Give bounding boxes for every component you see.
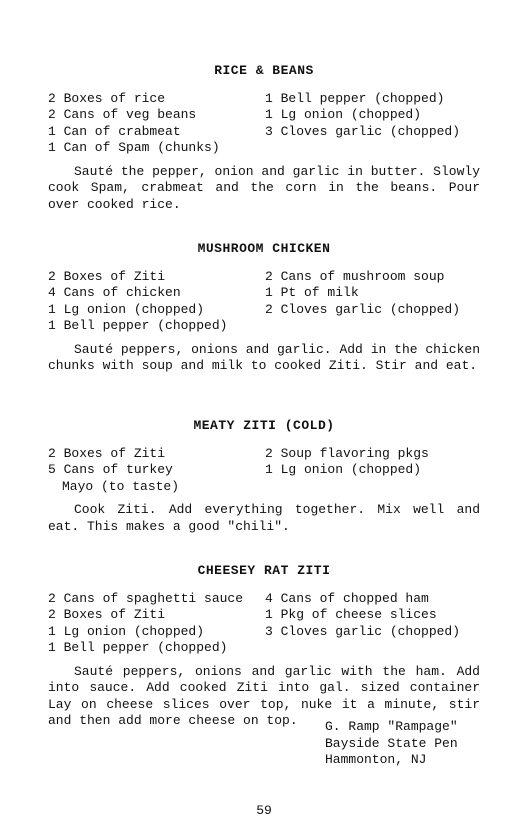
ingredient: Mayo (to taste) [62, 478, 180, 494]
ingredient: 1 Can of crabmeat [48, 123, 181, 139]
ingredient-list [48, 446, 480, 496]
ingredient: 2 Cans of veg beans [48, 107, 197, 122]
ingredient: 3 Cloves garlic (chopped) [265, 623, 461, 639]
ingredient: 1 Bell pepper (chopped) [48, 318, 228, 333]
recipe-instructions: Sauté the pepper, onion and garlic in butter. Slowly cook Spam, crabmeat and the corn in the beans. Pour over cooked rice. [48, 163, 480, 212]
ingredient-list [48, 91, 480, 157]
ingredient: 3 Cloves garlic (chopped) [265, 123, 461, 139]
recipe-cheesey-rat-ziti [48, 563, 480, 730]
recipe-title: MEATY ZITI (COLD) [193, 418, 335, 433]
ingredient [265, 140, 480, 157]
recipe-instructions: Cook Ziti. Add everything together. Mix well and eat. This makes a good "chili". [48, 502, 480, 534]
ingredient [265, 640, 480, 657]
ingredient: 1 Lg onion (chopped) [265, 462, 422, 477]
author-signature [325, 719, 458, 769]
ingredient-list [48, 591, 480, 657]
ingredient: 1 Lg onion (chopped) [48, 301, 205, 317]
ingredient: 2 Cans of mushroom soup [265, 268, 445, 284]
recipe-title: MUSHROOM CHICKEN [197, 241, 331, 256]
recipe-mushroom-chicken [48, 241, 480, 375]
ingredient: 1 Pkg of cheese slices [265, 607, 437, 622]
ingredient: 2 Boxes of rice [48, 90, 166, 106]
ingredient: 1 Pt of milk [265, 285, 359, 300]
ingredient: 2 Boxes of Ziti [48, 445, 166, 461]
recipe-title: RICE & BEANS [214, 63, 314, 78]
ingredient: 4 Cans of chicken [48, 285, 181, 300]
ingredient: 1 Lg onion (chopped) [265, 107, 422, 122]
ingredient: 2 Cans of spaghetti sauce [48, 590, 244, 606]
recipe-instructions: Sauté peppers, onions and garlic with the ham. Add into sauce. Add cooked Ziti into gal. sized container Lay on cheese slices over top, nuke it a minute, stir and then add more cheese on top. [48, 663, 480, 728]
ingredient: 2 Boxes of Ziti [48, 268, 166, 284]
ingredient: 4 Cans of chopped ham [265, 590, 429, 606]
recipe-instructions: Sauté peppers, onions and garlic. Add in the chicken chunks with soup and milk to cooked Ziti. Stir and eat. [48, 341, 480, 373]
ingredient [265, 479, 480, 496]
ingredient: 1 Can of Spam (chunks) [48, 140, 220, 155]
recipe-rice-beans [48, 63, 480, 213]
ingredient: 5 Cans of turkey [48, 462, 173, 477]
ingredient: 2 Boxes of Ziti [48, 607, 166, 622]
ingredient: 2 Soup flavoring pkgs [265, 445, 429, 461]
recipe-meaty-ziti [48, 418, 480, 535]
page-number: 59 [256, 803, 272, 818]
ingredient [265, 318, 480, 335]
recipe-title: CHEESEY RAT ZITI [197, 563, 331, 578]
ingredient: 2 Cloves garlic (chopped) [265, 301, 461, 317]
ingredient: 1 Bell pepper (chopped) [48, 640, 228, 655]
author-location: Bayside State Pen [325, 735, 458, 751]
ingredient: 1 Lg onion (chopped) [48, 623, 205, 639]
ingredient-list [48, 269, 480, 335]
author-name: G. Ramp "Rampage" [325, 719, 458, 734]
author-city: Hammonton, NJ [325, 752, 427, 767]
ingredient: 1 Bell pepper (chopped) [265, 90, 445, 106]
